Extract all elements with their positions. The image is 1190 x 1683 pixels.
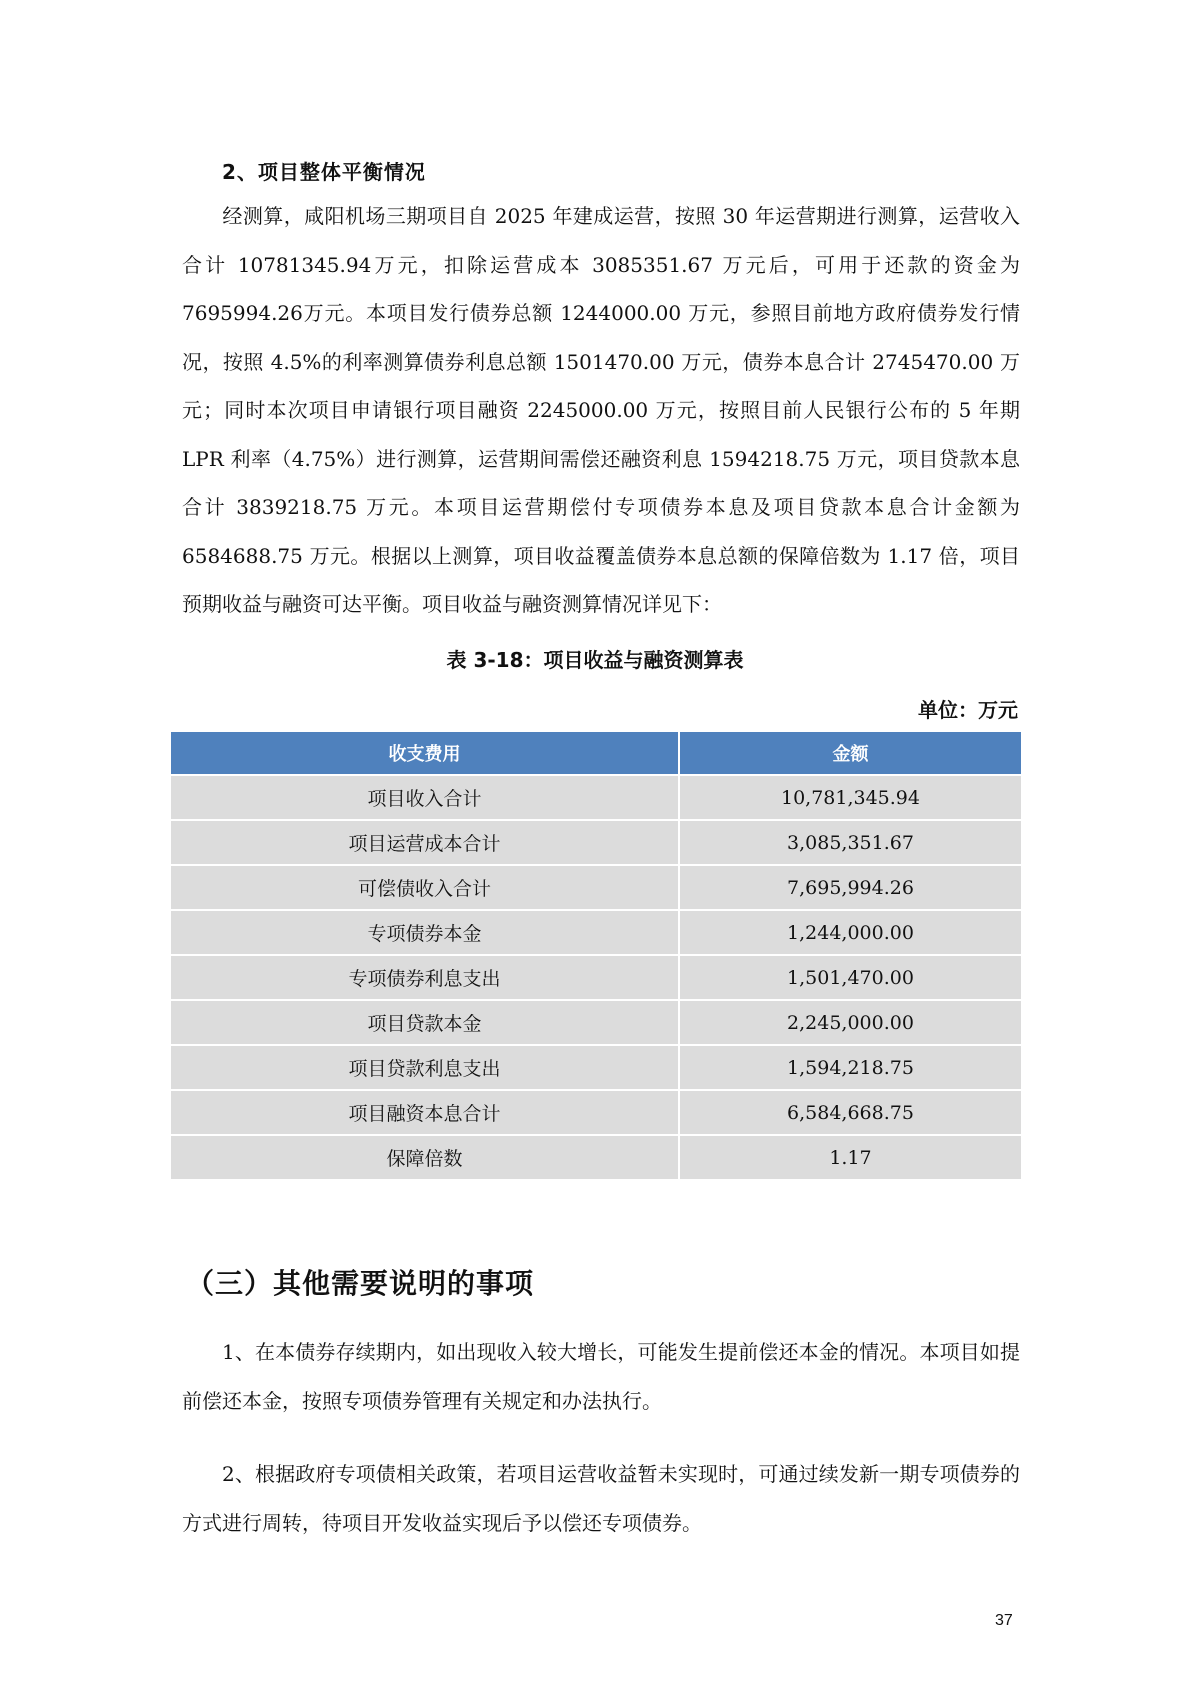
header-cell-amount: 金额: [680, 732, 1021, 776]
row-label: 项目贷款利息支出: [171, 1046, 680, 1091]
row-value: 1,244,000.00: [680, 911, 1021, 956]
table-row: [171, 1136, 1021, 1181]
table-row: [171, 911, 1021, 956]
row-value: 7,695,994.26: [680, 866, 1021, 911]
row-label: 项目运营成本合计: [171, 821, 680, 866]
row-value: 1.17: [680, 1136, 1021, 1181]
table-row: [171, 776, 1021, 821]
row-label: 项目收入合计: [171, 776, 680, 821]
table-row: [171, 821, 1021, 866]
row-label: 专项债券本金: [171, 911, 680, 956]
table-unit: 单位：万元: [918, 698, 1018, 722]
body-paragraph: [182, 192, 1020, 629]
row-value: 1,501,470.00: [680, 956, 1021, 1001]
row-label: 专项债券利息支出: [171, 956, 680, 1001]
table-caption: 表 3-18：项目收益与融资测算表: [446, 648, 744, 672]
list-item-text: 1、在本债券存续期内，如出现收入较大增长，可能发生提前偿还本金的情况。本项目如提前偿还本金，按照专项债券管理有关规定和办法执行。: [182, 1340, 1020, 1413]
row-label: 可偿债收入合计: [171, 866, 680, 911]
header-cell-item: 收支费用: [171, 732, 680, 776]
row-value: 10,781,345.94: [680, 776, 1021, 821]
row-value: 3,085,351.67: [680, 821, 1021, 866]
row-label: 保障倍数: [171, 1136, 680, 1181]
table-row: [171, 1001, 1021, 1046]
list-item: [182, 1450, 1020, 1547]
table-row: [171, 1046, 1021, 1091]
table-row: [171, 1091, 1021, 1136]
row-value: 2,245,000.00: [680, 1001, 1021, 1046]
section-heading: 2、项目整体平衡情况: [222, 160, 426, 184]
row-label: 项目融资本息合计: [171, 1091, 680, 1136]
list-item: [182, 1328, 1020, 1425]
row-value: 1,594,218.75: [680, 1046, 1021, 1091]
section-heading-other: （三）其他需要说明的事项: [186, 1267, 535, 1300]
finance-table: [171, 732, 1021, 1181]
row-value: 6,584,668.75: [680, 1091, 1021, 1136]
table-header-row: [171, 732, 1021, 776]
table-row: [171, 956, 1021, 1001]
list-item-text: 2、根据政府专项债相关政策，若项目运营收益暂未实现时，可通过续发新一期专项债券的方式进行周转，待项目开发收益实现后予以偿还专项债券。: [182, 1462, 1020, 1535]
table-row: [171, 866, 1021, 911]
row-label: 项目贷款本金: [171, 1001, 680, 1046]
page-number: 37: [995, 1612, 1013, 1629]
paragraph-text: 经测算，咸阳机场三期项目自 2025 年建成运营，按照 30 年运营期进行测算，运营收入合计 10781345.94万元，扣除运营成本 3085351.67 万元后，可用于还款的资金为7695994.26万元。本项目发行债券总额 1244000.00 万元，参照目前地方政府债券发行情况，按照 4.5%的利率测算债券利息总额 1501470.00 万元，债券本息合计 2745470.00 万元；同时本次项目申请银行项目融资 2245000.00 万元，按照目前人民银行公布的 5 年期 LPR 利率（4.75%）进行测算，运营期间需偿还融资利息 1594218.75 万元，项目贷款本息合计 3839218.75 万元。本项目运营期偿付专项债券本息及项目贷款本息合计金额为 6584688.75 万元。根据以上测算，项目收益覆盖债券本息总额的保障倍数为 1.17 倍，项目预期收益与融资可达平衡。项目收益与融资测算情况详见下：: [182, 204, 1020, 616]
